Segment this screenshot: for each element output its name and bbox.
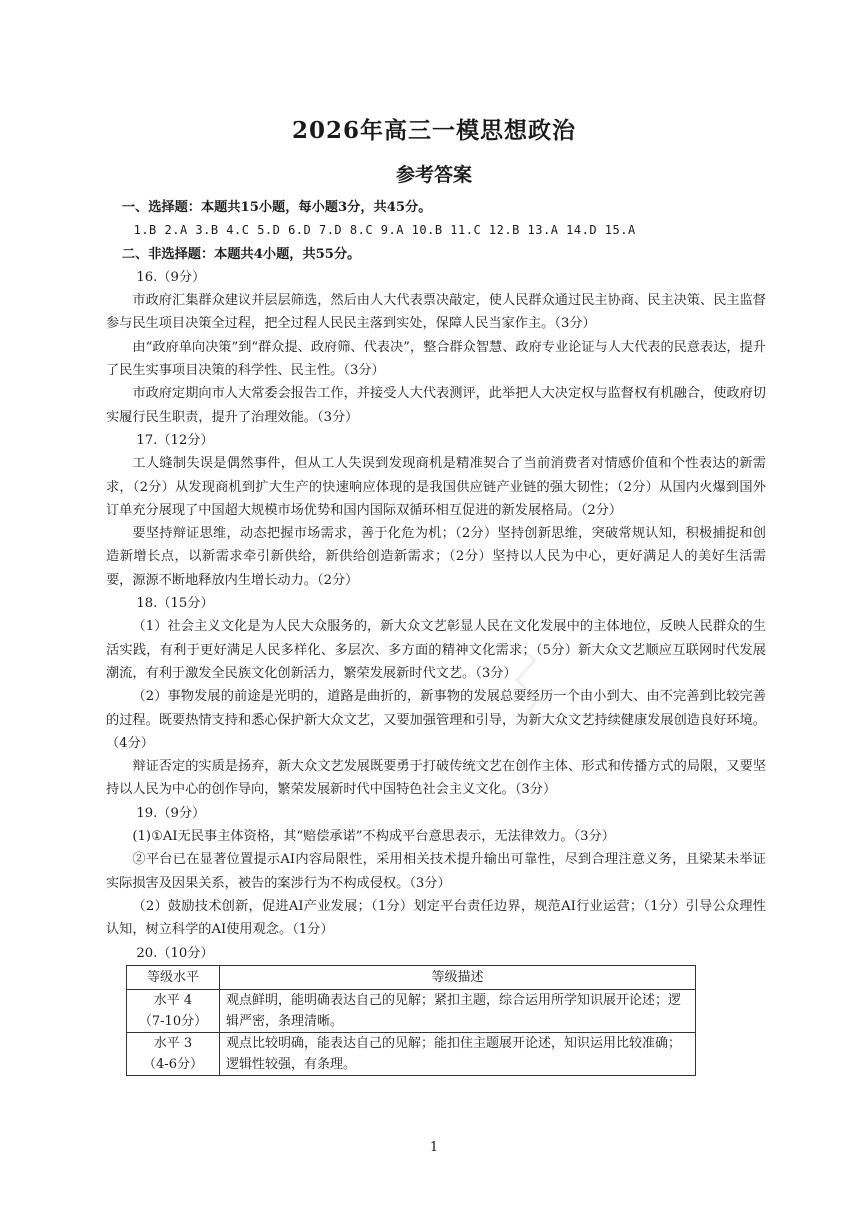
q16-paragraph: 由“政府单向决策”到“群众提、政府筛、代表决”，整合群众智慧、政府专业论证与人大代表的民意表达，提升了民生实事项目决策的科学性、民主性。（3分） bbox=[106, 339, 766, 379]
document-title: 2026年高三一模思想政治 bbox=[291, 117, 576, 144]
page-number: 1 bbox=[429, 1140, 439, 1155]
q17-paragraph: 要坚持辩证思维，动态把握市场需求，善于化危为机；（2分）坚持创新思维，突破常规认知，积极捕捉和创造新增长点，以新需求牵引新供给，新供给创造新需求；（2分）坚持以人民为中心，更好满足人的美好生活需要，源源不断地释放内生增长动力。（2分） bbox=[106, 526, 766, 588]
level-cell bbox=[127, 990, 220, 1033]
q17-label: 17.（12分） bbox=[136, 432, 214, 448]
q18-label: 18.（15分） bbox=[136, 596, 214, 612]
level-description: 观点鲜明，能明确表达自己的见解；紧扣主题，综合运用所学知识展开论述；逻辑严密，条理清晰。 bbox=[220, 990, 696, 1033]
level-description: 观点比较明确，能表达自己的见解；能扣住主题展开论述，知识运用比较准确；逻辑性较强，有条理。 bbox=[220, 1033, 696, 1076]
q19-paragraph: （2）鼓励技术创新，促进AI产业发展；（1分）划定平台责任边界，规范AI行业运营；（1分）引导公众理性认知，树立科学的AI使用观念。（1分） bbox=[106, 898, 766, 938]
level-cell bbox=[127, 1033, 220, 1076]
grading-table bbox=[126, 965, 696, 1076]
q18-paragraph: （1）社会主义文化是为人民大众服务的，新大众文艺彰显人民在文化发展中的主体地位，反映人民群众的生活实践，有利于更好满足人民多样化、多层次、多方面的精神文化需求；（5分）新大众文艺顺应互联网时代发展潮流，有利于激发全民族文化创新活力，繁荣发展新时代文艺。（3分） bbox=[106, 619, 766, 681]
q16-label: 16.（9分） bbox=[136, 269, 206, 285]
q19-paragraph: (1)①AI无民事主体资格，其“赔偿承诺”不构成平台意思表示，无法律效力。（3分） bbox=[132, 829, 615, 845]
faint-watermark-mark bbox=[505, 640, 545, 730]
q19-paragraph: ②平台已在显著位置提示AI内容局限性，采用相关技术提升输出可靠性，尽到合理注意义务，且梁某未举证实际损害及因果关系，被告的案涉行为不构成侵权。（3分） bbox=[106, 852, 766, 891]
document-subtitle: 参考答案 bbox=[395, 164, 472, 186]
q17-paragraph: 工人缝制失误是偶然事件，但从工人失误到发现商机是精准契合了当前消费者对情感价值和个性表达的新需求，（2分）从发现商机到扩大生产的快速响应体现的是我国供应链产业链的强大韧性；（2分）从国内火爆到国外订单充分展现了中国超大规模市场优势和国内国际双循环相互促进的新发展格局。（2分） bbox=[106, 456, 766, 518]
q19-label: 19.（9分） bbox=[136, 805, 206, 821]
q20-label: 20.（10分） bbox=[136, 945, 214, 961]
section2-heading: 二、非选择题：本题共4小题，共55分。 bbox=[121, 246, 361, 262]
document-body bbox=[106, 196, 766, 1076]
level-range: （4-6分） bbox=[143, 1057, 203, 1073]
q16-paragraph: 市政府定期向市人大常委会报告工作，并接受人大代表测评，此举把人大决定权与监督权有机融合，使政府切实履行民生职责，提升了治理效能。（3分） bbox=[106, 386, 766, 425]
table-header-cell: 等级描述 bbox=[220, 965, 696, 989]
level-range: （7-10分） bbox=[138, 1014, 208, 1030]
choice-answers: 1.B 2.A 3.B 4.C 5.D 6.D 7.D 8.C 9.A 10.B 11.C 12.B 13.A 14.D 15.A bbox=[133, 223, 636, 238]
table-header-cell: 等级水平 bbox=[127, 965, 220, 989]
table-row bbox=[127, 990, 696, 1033]
q18-paragraph: 辩证否定的实质是扬弃，新大众文艺发展既要勇于打破传统文艺在创作主体、形式和传播方式的局限，又要坚持以人民为中心的创作导向，繁荣发展新时代中国特色社会主义文化。（3分） bbox=[106, 759, 766, 798]
q16-paragraph: 市政府汇集群众建议并层层筛选，然后由人大代表票决敲定，使人民群众通过民主协商、民主决策、民主监督参与民生项目决策全过程，把全过程人民民主落到实处，保障人民当家作主。（3分） bbox=[106, 293, 766, 332]
level-name: 水平 3 bbox=[153, 1036, 193, 1052]
grading-table-header bbox=[127, 965, 696, 989]
level-name: 水平 4 bbox=[153, 993, 193, 1009]
table-row bbox=[127, 1033, 696, 1076]
section1-heading: 一、选择题：本题共15小题，每小题3分，共45分。 bbox=[121, 200, 432, 215]
q18-paragraph: （2）事物发展的前途是光明的，道路是曲折的，新事物的发展总要经历一个由小到大、由不完善到比较完善的过程。既要热情支持和悉心保护新大众文艺，又要加强管理和引导，为新大众文艺持续健康发展创造良好环境。（4分） bbox=[106, 689, 766, 751]
